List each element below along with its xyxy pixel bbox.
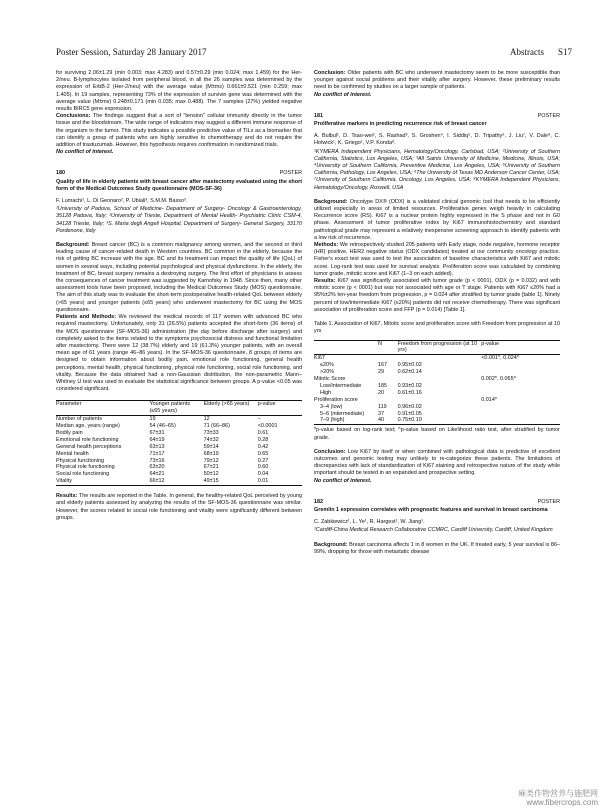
table-cell: 0.01	[257, 478, 269, 485]
abstract-181-methods: Methods: We retrospectively studied 205 patients with Early stage, node negative, hormone receptor (HR) positive, HER2 negative status (ODX candidates) treated at our community oncology practice. Fisher's exact test was used to test the association of baseline characteristics with Ki67 and mitotic score. Log-rank test was used for survival analysis. Proliferation score was calculated by combining tumor grade, mitotic score and Ki67 (1–3 on each added).	[314, 242, 560, 277]
table-cell: 167	[377, 362, 388, 369]
table-cell: 0.60	[257, 464, 269, 471]
abstract-182-affiliations: ¹Cardiff-China Medical Research Collaborative CCMRC, Cardiff University, Cardiff, United Kingdom	[314, 527, 553, 534]
table-cell: Proliferation score	[314, 396, 358, 403]
abstract-182-authors: C. Zabkiewicz¹, L. Ye¹, R. Hargest¹, W. Jiang¹.	[314, 519, 425, 526]
table-header: Parameter	[56, 401, 82, 408]
intro-paragraph: for surviving 2.06±1.29 (min 0.003; max 4.283) and 0.57±0.29 (min 0.024; max 1.459) for the Her-2/neu. B-lymphocytes isolated from peripheral blood, in all the 26 samples was determined by the expression of ErbB-2 (Her-2/neu) with the average value (M±ms) 0.661±0.521 (min 0.259; max 1.405). In 19 samples, representing 73% of the expression of survivin gene was determined with the average value (M±ms) 0.248±0.171 (min 0.035; max 0.488). The 7 samples (27%) yielded negative results BIRC5 gene expression.	[56, 70, 302, 113]
table-row	[56, 464, 302, 471]
table-row	[56, 458, 302, 465]
table-cell: 50±12	[203, 471, 219, 478]
table-row	[56, 416, 302, 423]
table-row	[314, 411, 560, 418]
table-cell: 20	[377, 389, 385, 396]
table-cell: 66±12	[149, 478, 165, 485]
table-cell: 64±19	[149, 436, 165, 443]
table-row	[56, 423, 302, 430]
abstract-182-title: Gremlin 1 expression correlates with prognostic features and survival in breast carcinoma	[314, 507, 548, 513]
table-cell: 0.28	[257, 436, 269, 443]
abstract-session: POSTER	[279, 170, 302, 177]
table-row	[314, 376, 560, 383]
table-cell: 3–4 (low)	[320, 403, 343, 410]
table-cell: 19	[149, 416, 156, 423]
table-row	[314, 383, 560, 390]
table-cell: 59±14	[203, 443, 219, 450]
journal-section: Abstracts	[509, 47, 544, 57]
table-cell: 49±15	[203, 478, 219, 485]
table-cell: 0.95±0.02	[397, 362, 422, 369]
abstract-181-conclusion: Conclusion: Low Ki67 by itself or when combined with pathological data is predictive of excellent outcomes and genomic testing may unlikely to re-categorize these patients. The limitations of discrepancies with lack of standardization of Ki67 staining and retrospective nature of the study while important should be tested in an expanded and prospective setting.	[314, 448, 560, 477]
table-cell: Number of patients	[56, 416, 102, 423]
page-number: S17	[557, 47, 572, 57]
table-cell: 63±13	[149, 443, 165, 450]
table-cell	[481, 417, 560, 424]
ki67-table-note: *p-value based on log-rank test; ^p-value based on Likelihood ratio test, after stratified by tumor grade.	[314, 427, 560, 441]
abstract-number: 180	[56, 170, 66, 177]
table-cell	[481, 411, 560, 418]
left-column	[56, 70, 302, 522]
table-cell: 12	[203, 416, 210, 423]
table-cell: 67±31	[149, 429, 165, 436]
table-header: Freedom from progression (at 10 yrs)	[397, 340, 478, 354]
abstract-180-methods: Patients and Methods: We reviewed the medical records of 117 women with advanced BC who required mastectomy. Unfortunately, only 31 (26.5%) patients accepted the short-form (36 items) of the MOS questionnaire (SF-MOS-36) administration (the day before discharge after surgery) and completely asked to the items related to the symptoms psychosocial distress and functional limitation after mastectomy. There were 12 (38.7%) elderly and 19 (61.3%) younger patients, with an overall mean age of 61 years (range 46–86 years). In the SF-MOS-36 questionnaire, 8 groups of items are designed to obtain information about bodily pain, emotional role functioning, general health perceptions, mental health, physical functioning, physical role functioning, social role functioning, and vitality. Because the data obtained had a non-Gaussian distribution, the non-parametric Mann–Whitney U test was used to evaluate the statistical significance between groups. A p-value <0.05 was considered significant.	[56, 314, 302, 393]
abstract-number: 181	[314, 112, 324, 119]
abstract-181-title: Proliferative markers in predicting recurrence risk of breast cancer	[314, 121, 487, 128]
abstract-180-title: Quality of life in elderly patients with breast cancer after mastectomy evaluated using the short form of the Medical Outcomes Study questionnaire (MOS-SF-36)	[56, 178, 302, 192]
table-cell: 0.42	[257, 443, 269, 450]
table-cell: 71 (66–86)	[203, 423, 230, 430]
table-cell: Mental health	[56, 450, 89, 457]
table-cell: 63±20	[149, 464, 165, 471]
table-cell: 0.002*, 0.065^	[481, 376, 517, 383]
table-cell: 54 (46–65)	[149, 423, 176, 430]
table-cell	[398, 376, 482, 383]
table-row	[314, 390, 560, 397]
table-cell: –	[257, 416, 261, 423]
table-cell: 0.75±0.10	[397, 417, 422, 424]
table-cell: 7–9 (high)	[320, 417, 345, 424]
table-row	[314, 355, 560, 362]
table-cell: >20%	[320, 369, 335, 376]
ki67-table-caption: Table 1. Association of Ki67, Mitotic score and proliferation score with Freedom from progression at 10 yrs	[314, 321, 560, 335]
table-row	[56, 437, 302, 444]
table-cell: 0.91±0.05	[397, 410, 422, 417]
abstract-180-results: Results: The results are reported in the Table. In general, the healthy-related QoL perceived by young and elderly patients assessed by analyzing the results of the SF-MOS-36 questionnaire was similar. However, the scores related to social role functioning and vitality were significantly different between groups.	[56, 493, 302, 521]
abstract-180-background: Background: Breast cancer (BC) is a common malignancy among women, and the second or third leading cause of cancer-related death in Western countries. BC common in the elderly, because the risk of getting BC increase with the age. BC and its treatment can impact the quality of life (QoL) of women in several ways, including potential psychological and physical dysfunctions. In the elderly, the treatment of BC, breast surgery remains a destroying surgery. The first effort of physicians to assess the consequences of cancer treatment was suggested by Karnofsky in 1948. Since then, many other assessment tools have been proposed, including the Medical Outcomes Study (MOS) questionnaire. The aim of this study was to evaluate the short-term postoperative health-related QoL between elderly (>65 years) and younger patients (≤65 years) who underwent mastectomy for BC using the MOS questionnaire.	[56, 242, 302, 313]
abstract-182-background: Background: Breast carcinoma affects 1 in 8 women in the UK. If treated early, 5 year survival is 86–99%, dropping for those with metastatic disease	[314, 541, 560, 555]
table-cell: High	[320, 389, 332, 396]
abstract-180-header	[56, 170, 302, 177]
table-cell: Mitotic Score	[314, 376, 346, 383]
table-header: Younger patients (≤65 years)	[149, 401, 191, 415]
table-cell: 74±32	[203, 436, 219, 443]
table-cell	[378, 355, 398, 362]
abstract-182-header	[314, 499, 560, 506]
table-cell: 37	[377, 410, 385, 417]
table-cell: Vitality	[56, 478, 72, 485]
qol-table	[56, 400, 302, 486]
table-cell: Median age, years (range)	[56, 423, 120, 430]
watermark: 麻类作物营养与施肥网 www.fibercrops.com	[518, 789, 598, 807]
table-cell	[481, 404, 560, 411]
table-cell	[481, 383, 560, 390]
table-cell: 0.04	[257, 471, 269, 478]
table-cell: 0.65	[257, 450, 269, 457]
abstract-180-conclusion: Conclusion: Older patients with BC who underwent mastectomy seem to be more susceptible than younger against social problems and their vitality after surgery. However, these preliminary results need to be confirmed by studies on a larger sample of patients.	[314, 70, 560, 91]
conflict-note: No conflict of interest.	[56, 149, 114, 156]
table-row	[314, 369, 560, 376]
table-header: N	[377, 340, 382, 347]
table-cell: 73±16	[149, 457, 165, 464]
abstract-180-affiliations: ¹University of Padova, School of Medicine- Department of Surgery- Oncology & Gastroenterology, 35128 Padova, Italy; ²University of Trieste, Department of Mental Health- Psychiatric Clinic CSM-4, 34128 Trieste, Italy; ³S. Maria degli Angeli Hospital, Department of Surgery- General Surgery, 33170 Pordenone, Italy	[56, 206, 302, 234]
abstract-181-background: Background: Oncotype DX® (ODX) is a validated clinical genomic tool that needs to be efficiently utilized especially in areas of limited resources. Proliferative genes weigh heavily in calculating Recurrence score (RS). Ki67 is a nuclear protein highly expressed in the S phase and not in G0 phase. Assessment of tumor proliferative index by Ki67 immunohistochemistry and standard pathological grade may represent a relatively inexpensive screening approach to identify patients with a low risk of recurrence.	[314, 198, 560, 241]
table-cell: Ki67	[314, 355, 325, 362]
table-cell: 29	[377, 369, 385, 376]
table-row	[314, 417, 560, 424]
table-cell: Bodily pain	[56, 429, 83, 436]
table-cell: 0.93±0.02	[397, 382, 422, 389]
conclusions-label: Conclusions:	[56, 113, 91, 120]
running-head	[56, 47, 572, 57]
table-cell: Physical role functioning	[56, 464, 115, 471]
conclusions-paragraph	[56, 113, 302, 149]
table-cell: 0.014*	[481, 396, 497, 403]
session-header: Poster Session, Saturday 28 January 2017	[56, 47, 207, 57]
table-cell: Emotional role functioning	[56, 436, 119, 443]
conclusions-text: The findings suggest that a sort of "tension" cellular immunity directly in the tumor tissue and the bloodstream. The wide range of indicators may suggest a different immune response of the organism to the tumor. This study indicates a possible predictive value of TILs as a biomarker that can identify a group of patients who are highly sensitive to chemotherapy and do not require the addition of trastuzumab. However, this hypothesis requires confirmation in randomized trials.	[56, 113, 302, 149]
table-row	[56, 430, 302, 437]
table-cell: General health perceptions	[56, 443, 122, 450]
table-cell: Social role functioning	[56, 471, 110, 478]
table-cell: 0.62±0.14	[397, 369, 422, 376]
table-cell: 0.61±0.16	[397, 389, 422, 396]
abstract-session: POSTER	[537, 112, 560, 119]
table-row	[314, 397, 560, 404]
table-cell	[481, 369, 560, 376]
table-cell: 5–6 (intermediate)	[320, 410, 365, 417]
table-cell: ≤20%	[320, 362, 334, 369]
table-cell	[398, 397, 482, 404]
abstract-181-results: Results: Ki67 was significantly associated with tumor grade (p < 0001), ODX (p = 0.032) and with mitotic score (p < 0001) but was not associated with age or T stage. Patients with Ki67 ≤20% had a 95%±2% ten-year freedom from progression, p = 0.024 after stratified by tumor grade [table 1]. Ninety percent of low/intermediate Ki67 (≤20%) patients did not receive chemotherapy. There was significant association of proliferation score and FFP (p = 0.014) [Table 1].	[314, 278, 560, 313]
table-cell: 0.27	[257, 457, 269, 464]
abstract-session: POSTER	[537, 498, 560, 505]
table-cell	[481, 362, 560, 369]
abstract-180-authors: F. Lumachi¹, L. Di Gennaro², P. Ubiali³, S.M.M. Basso³.	[56, 198, 188, 205]
table-cell: 71±17	[149, 450, 165, 457]
table-cell: Physical functioning	[56, 457, 105, 464]
table-row	[56, 444, 302, 451]
conflict-note: No conflict of interest.	[314, 477, 372, 484]
abstract-181-affiliations: ¹KYMERA Independent Physicians, Hematology/Oncology, Carlsbad, USA; ²University of Southern California, Statistics, Los Angeles, USA; ³All Saints University of Medicine, Medicine, Illinois, USA; ⁴University of Southern California, Preventive Medicine, Los Angeles, USA; ⁵University of Southern California, Pathology, Los Angeles, USA; ⁶The University of Texas MD Anderson Cancer Center, USA; ⁷University of Southern California, Oncology, Los Angeles, USA; ⁸KYMERA Independent Physicians, Hematology/Oncology, Roswell, USA	[314, 148, 560, 191]
table-cell: 73±33	[203, 429, 219, 436]
table-header: p-value	[257, 401, 276, 408]
table-cell: <0.001*, 0.024^	[481, 355, 520, 362]
table-cell: 119	[377, 403, 387, 410]
table-header	[314, 340, 378, 355]
table-cell: <0.0001	[257, 423, 278, 430]
table-cell	[378, 376, 398, 383]
table-cell	[398, 355, 482, 362]
abstract-181-header	[314, 113, 560, 120]
table-row	[56, 451, 302, 458]
table-cell: Low/intermediate	[320, 382, 362, 389]
table-cell: 185	[377, 382, 388, 389]
table-header: p-value	[481, 340, 500, 347]
table-cell	[378, 397, 398, 404]
conflict-note: No conflict of interest.	[314, 91, 372, 98]
table-cell	[481, 390, 560, 397]
table-cell: 0.61	[257, 429, 269, 436]
table-row	[314, 404, 560, 411]
table-header: Elderly (>65 years)	[203, 401, 250, 408]
abstract-number: 182	[314, 498, 324, 505]
ki67-table	[314, 340, 560, 426]
table-row	[56, 478, 302, 485]
table-cell: 64±21	[149, 471, 165, 478]
table-cell: 67±21	[203, 464, 219, 471]
table-row	[314, 362, 560, 369]
table-row	[56, 471, 302, 478]
table-cell: 68±19	[203, 450, 219, 457]
table-cell: 0.96±0.02	[397, 403, 422, 410]
table-cell: 79±12	[203, 457, 219, 464]
right-column	[314, 70, 560, 556]
abstract-181-authors: A. Bulbul¹, D. Tsao-wei², S. Rashad³, S. Groshen⁴, I. Siddiq⁵, D. Tripathy⁶, J. Liu⁷, V. Dale⁸, C. Hotwick¹, K. Griego¹, V.P. Konda⁸.	[314, 133, 560, 147]
table-cell: 40	[377, 417, 385, 424]
